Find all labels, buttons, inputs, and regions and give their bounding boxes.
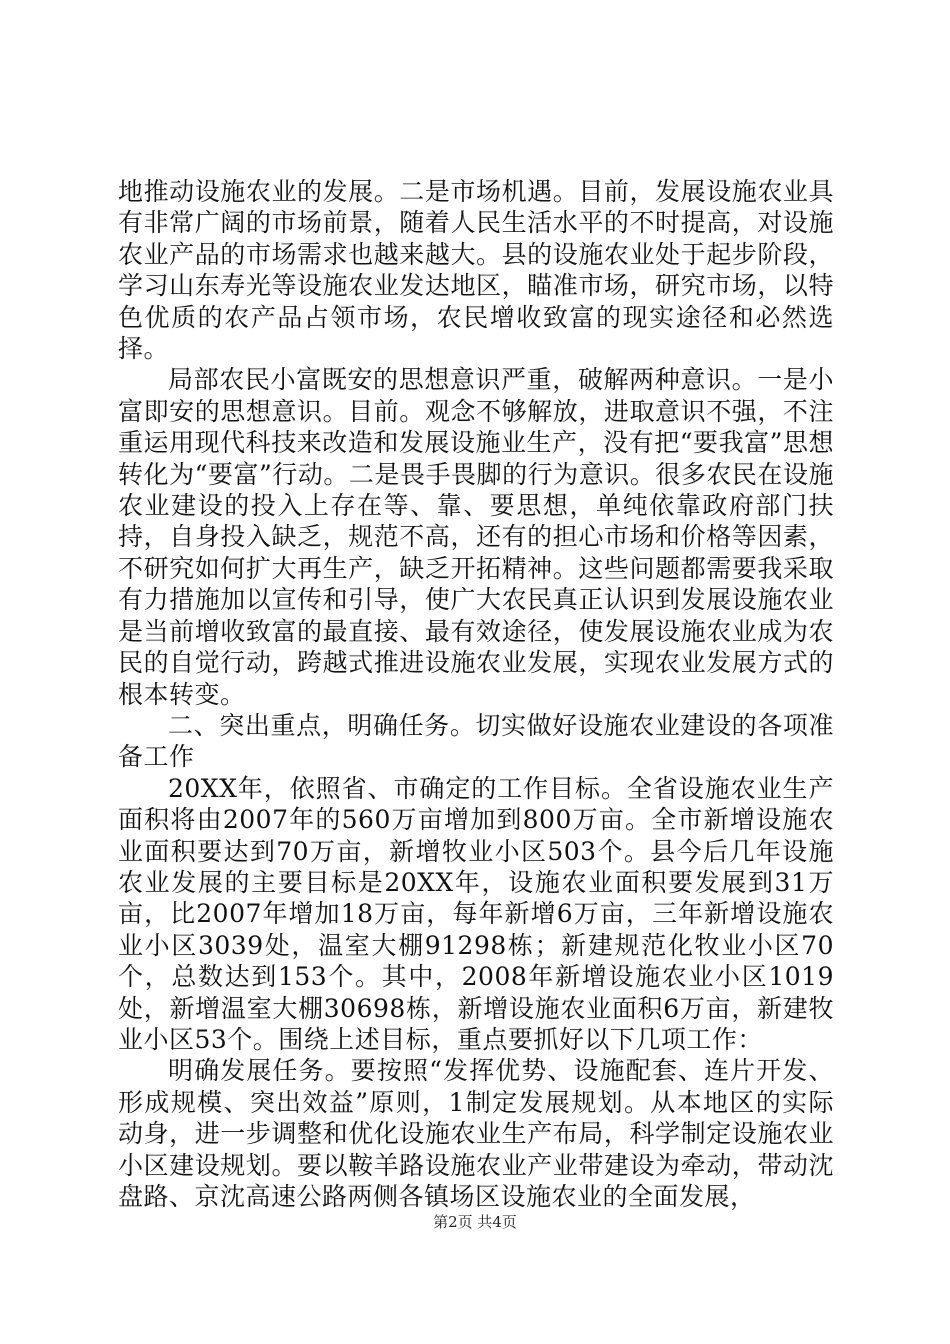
paragraph-4: 明确发展任务。要按照“发挥优势、设施配套、连片开发、形成规模、突出效益”原则，1制定发展规划。从本地区的实际动身，进一步调整和优化设施农业生产布局，科学制定设施农业小区建设规划。要以鞍羊路设施农业产业带建设为牵动，带动沈盘路、京沈高速公路两侧各镇场区设施农业的全面发展， [118, 1056, 834, 1211]
paragraph-1: 地推动设施农业的发展。二是市场机遇。目前，发展设施农业具有非常广阔的市场前景，随着人民生活水平的不时提高，对设施农业产品的市场需求也越来越大。县的设施农业处于起步阶段，学习山东寿光等设施农业发达地区，瞄准市场，研究市场，以特色优质的农产品占领市场，农民增收致富的现实途径和必然选择。 [118, 177, 834, 364]
document-body [118, 176, 834, 1212]
paragraph-2: 局部农民小富既安的思想意识严重，破解两种意识。一是小富即安的思想意识。目前。观念不够解放，进取意识不强，不注重运用现代科技来改造和发展设施业生产，没有把“要我富”思想转化为“要富”行动。二是畏手畏脚的行为意识。很多农民在设施农业建设的投入上存在等、靠、要思想，单纯依靠政府部门扶持，自身投入缺乏，规范不高，还有的担心市场和价格等因素，不研究如何扩大再生产，缺乏开拓精神。这些问题都需要我采取有力措施加以宣传和引导，使广大农民真正认识到发展设施农业是当前增收致富的最直接、最有效途径，使发展设施农业成为农民的自觉行动，跨越式推进设施农业发展，实现农业发展方式的根本转变。 [118, 365, 834, 709]
section-heading: 二、突出重点，明确任务。切实做好设施农业建设的各项准备工作 [118, 710, 834, 772]
paragraph-3: 20XX年，依照省、市确定的工作目标。全省设施农业生产面积将由2007年的560万亩增加到800万亩。全市新增设施农业面积要达到70万亩，新增牧业小区503个。县今后几年设施农业发展的主要目标是20XX年，设施农业面积要发展到31万亩，比2007年增加18万亩，每年新增6万亩，三年新增设施农业小区3039处，温室大棚91298栋；新建规范化牧业小区70个，总数达到153个。其中，2008年新增设施农业小区1019处，新增温室大棚30698栋，新增设施农业面积6万亩，新建牧业小区53个。围绕上述目标，重点要抓好以下几项工作： [118, 773, 834, 1054]
page-number: 第2页 共4页 [433, 1213, 517, 1231]
